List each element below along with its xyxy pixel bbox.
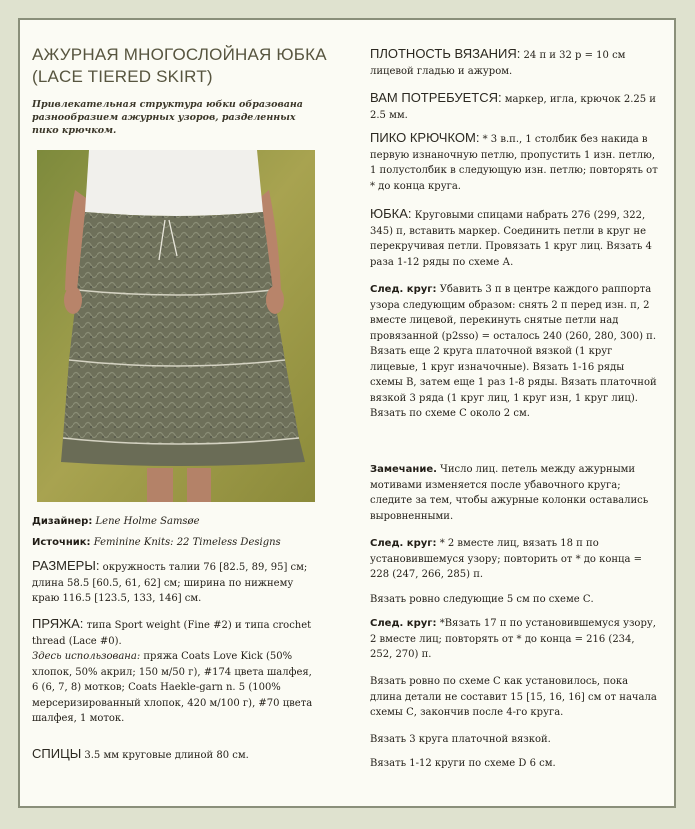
page-frame: [18, 18, 676, 808]
needles-label: СПИЦЫ: [32, 746, 82, 761]
pattern-title: АЖУРНАЯ МНОГОСЛОЙНАЯ ЮБКА (LACE TIERED SKIRT): [32, 45, 327, 86]
even2-block: Вязать ровно по схеме С как установилось, пока длина детали не составит 15 [15, 16, 16] см от начала схемы С, закончив после 4-го круга.: [370, 676, 657, 718]
source-line: [32, 535, 332, 551]
sizes-label: РАЗМЕРЫ:: [32, 558, 100, 573]
skirt-value: Круговыми спицами набрать 276 (299, 322, 345) п, вставить маркер. Соединить петли в круг не перекручивая петли. Провязать 1 круг лиц. Вязать 4 раза 1-12 ряды по схеме А.: [370, 210, 652, 268]
picot-label: ПИКО КРЮЧКОМ:: [370, 130, 480, 145]
next3-label: След. круг:: [370, 618, 437, 629]
need-label: ВАМ ПОТРЕБУЕТСЯ:: [370, 90, 502, 105]
source-value: Feminine Knits: 22 Timeless Designs: [93, 537, 281, 548]
next2-value: * 2 вместе лиц, вязать 18 п по установившемуся узору; повторить от * до конца = 228 (247, 266, 285) п.: [370, 538, 642, 580]
need-block: [370, 90, 658, 123]
source-label: Источник:: [32, 537, 91, 548]
sizes-block: [32, 558, 317, 607]
next3-value: *Вязать 17 п по установившемуся узору, 2 вместе лиц; повторять от * до конца = 216 (234, 252, 270) п.: [370, 618, 656, 660]
next2-label: След. круг:: [370, 538, 437, 549]
skirt-block: [370, 206, 658, 270]
next1-label: След. круг:: [370, 284, 437, 295]
yarn-value: типа Sport weight (Fine #2) и типа crochet thread (Lace #0).: [32, 620, 312, 647]
skirt-illustration: [37, 150, 315, 502]
density-block: [370, 46, 658, 79]
even1-line: Вязать ровно следующие 5 см по схеме С.: [370, 594, 594, 605]
garter-line: Вязать 3 круга платочной вязкой.: [370, 734, 551, 745]
needles-block: [32, 746, 322, 764]
needles-value: 3.5 мм круговые длиной 80 см.: [84, 750, 249, 761]
used-label: Здесь использована:: [32, 651, 141, 662]
next1-value: Убавить 3 п в центре каждого раппорта узора следующим образом: снять 2 п перед изн. п, 2 вместе лицевой, перекинуть снятые петли над провязанной (p2sso) = осталось 240 (260, 280, 300) п. Вязать еще 2 круга платочной вязкой (1 круг лицевые, 1 круг изначочные). Вязать 1-16 ряды схемы В, затем еще 1 раз 1-8 ряды. Вязать платочной вязкой 3 ряда (1 круг лиц, 1 круг изн, 1 круг лиц). Вязать по схеме С около 2 см.: [370, 284, 657, 419]
designer-label: Дизайнер:: [32, 516, 93, 527]
picot-block: [370, 130, 658, 194]
designer-line: [32, 514, 332, 530]
density-value: 24 п и 32 р = 10 см лицевой гладью и ажуром.: [370, 50, 626, 77]
next1-block: [370, 282, 658, 422]
note-label: Замечание.: [370, 464, 437, 475]
picot-value: * 3 в.п., 1 столбик без накида в первую изнаночную петлю, пропустить 1 изн. петлю, 1 полустолбик в следующую изн. петлю; повторять от * до конца круга.: [370, 134, 658, 192]
used-value: пряжа Coats Love Kick (50% хлопок, 50% акрил; 150 м/50 г), #174 цвета шалфея, 6 (6, 7, 8) мотков; Coats Haekle-garn n. 5 (100% мерсеризированный хлопок, 420 м/100 г), #70 цвета шалфея, 1 моток.: [32, 651, 313, 724]
next2-block: [370, 536, 658, 583]
next3-block: [370, 616, 658, 663]
sizes-value: окружность талии 76 [82.5, 89, 95] см; длина 58.5 [60.5, 61, 62] см; ширина по нижнему краю 116.5 [123.5, 133, 146] см.: [32, 562, 308, 604]
designer-value: Lene Holme Samsøe: [95, 516, 200, 527]
intro-text: Привлекательная структура юбки образована разнообразием ажурных узоров, разделенных пико крючком.: [32, 99, 303, 136]
need-value: маркер, игла, крючок 2.25 и 2.5 мм.: [370, 94, 656, 121]
skirt-label: ЮБКА:: [370, 206, 412, 221]
yarn-block: [32, 616, 317, 727]
final-line: Вязать 1-12 круги по схеме D 6 см.: [370, 758, 556, 769]
density-label: ПЛОТНОСТЬ ВЯЗАНИЯ:: [370, 46, 521, 61]
note-value: Число лиц. петель между ажурными мотивами изменяется после убавочного круга; следите за тем, чтобы ажурные колонки оставались выровненными.: [370, 464, 649, 522]
note-block: [370, 462, 658, 524]
yarn-label: ПРЯЖА:: [32, 616, 84, 631]
skirt-photo: [37, 150, 315, 502]
